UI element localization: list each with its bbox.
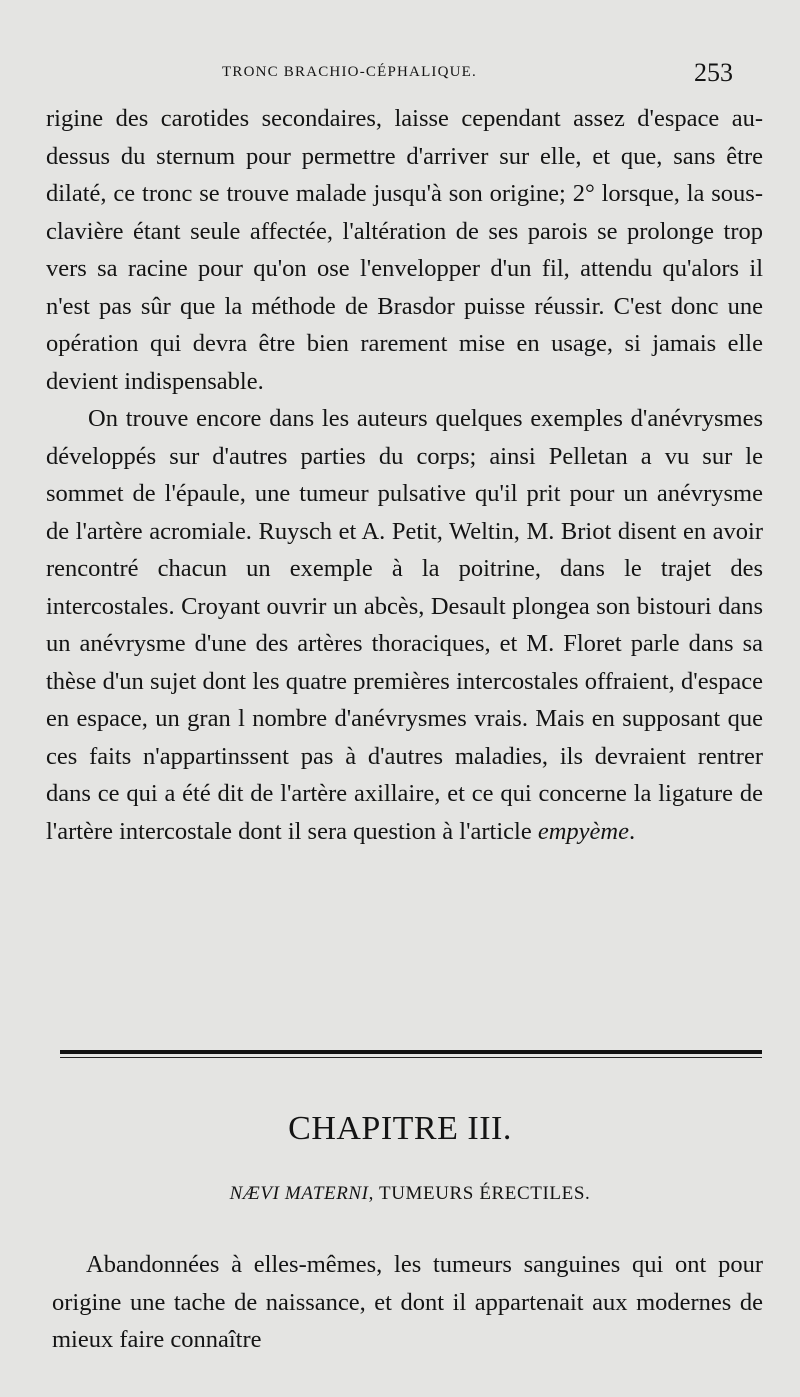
running-title: TRONC BRACHIO-CÉPHALIQUE. xyxy=(222,64,477,80)
body-text xyxy=(46,100,763,850)
chapter-subtitle-latin: NÆVI MATERNI xyxy=(229,1183,369,1204)
chapter-subtitle-french: TUMEURS ÉRECTILES. xyxy=(378,1183,591,1204)
chapter-subtitle-separator: , xyxy=(368,1183,379,1204)
paragraph-continued: rigine des carotides secondaires, laisse cependant assez d'espace au-dessus du sternum pour permettre d'arriver sur elle, et que, sans être dilaté, ce tronc se trouve malade jusqu'à son origine; 2° lorsque, la sous-clavière étant seule affectée, l'altération de ses parois se prolonge trop vers sa racine pour qu'on ose l'envelopper d'un fil, attendu qu'alors il n'est pas sûr que la méthode de Brasdor puisse réussir. C'est donc une opération qui devra être bien rarement mise en usage, si jamais elle devient indispensable. xyxy=(46,105,763,395)
running-head xyxy=(0,58,800,88)
chapter-opening-paragraph: Abandonnées à elles-mêmes, les tumeurs sanguines qui ont pour origine une tache de naissance, et dont il appartenait aux modernes de mieux faire connaître xyxy=(52,1251,763,1353)
paragraph-aneurysms xyxy=(46,400,763,850)
chapter-divider xyxy=(60,1050,762,1058)
chapter-opening xyxy=(52,1246,763,1359)
paragraph-aneurysms-end: . xyxy=(628,817,636,845)
chapter-title: CHAPITRE III. xyxy=(288,1110,512,1147)
paragraph-aneurysms-text: On trouve encore dans les auteurs quelques exemples d'anévrysmes développés sur d'autres parties du corps; ainsi Pelletan a vu sur le sommet de l'épaule, une tumeur pulsative qu'il prit pour un anévrysme de l'artère acromiale. Ruysch et A. Petit, Weltin, M. Briot disent en avoir rencontré chacun un exemple à la poitrine, dans le trajet des intercostales. Croyant ouvrir un abcès, Desault plongea son bistouri dans un anévrysme d'une des artères thoraciques, et M. Floret parle dans sa thèse d'un sujet dont les quatre premières intercostales offraient, d'espace en espace, un gran l nombre d'anévrysmes vrais. Mais en supposant que ces faits n'appartinssent pas à d'autres maladies, ils devraient rentrer dans ce qui a été dit de l'artère axillaire, et ce qui concerne la ligature de l'artère intercostale dont il sera question à l'article xyxy=(46,405,763,845)
italic-term: empyème xyxy=(537,817,629,845)
page-number: 253 xyxy=(694,58,733,87)
divider-thin-rule xyxy=(60,1057,762,1058)
chapter-subtitle xyxy=(0,1183,800,1205)
divider-thick-rule xyxy=(60,1050,762,1054)
